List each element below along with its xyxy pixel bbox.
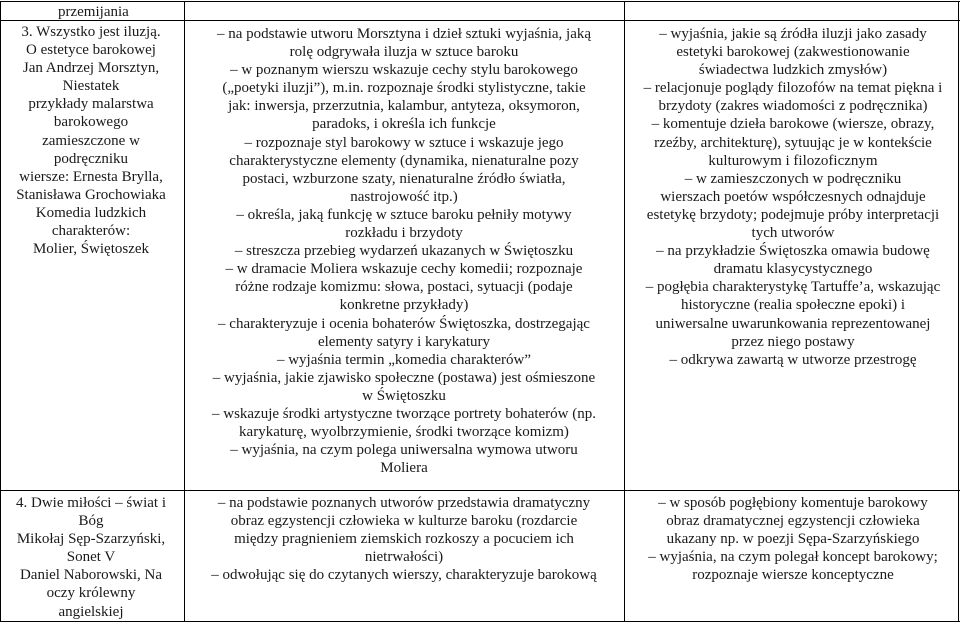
topic-line: 3. Wszystko jest iluzją. xyxy=(21,24,161,40)
extended-requirements-cell xyxy=(632,25,954,488)
basic-requirements-cell xyxy=(190,494,618,620)
topic-line: Mikołaj Sęp-Szarzyński, xyxy=(16,531,166,548)
requirement-line: w Świętoszku xyxy=(362,387,446,404)
requirement-line: estetykę brzydoty; podejmuje próby interpretacji xyxy=(646,206,940,223)
topic-line: barokowego xyxy=(53,114,129,131)
requirement-line: między pragnieniem ziemskich rozkoszy a pocuciem ich xyxy=(234,531,574,548)
table-border-left xyxy=(0,1,1,622)
row-divider xyxy=(0,490,960,491)
requirement-line: estetyki barokowej (zakwestionowanie xyxy=(676,44,910,61)
requirement-line: historyczne (realia społeczne epoki) i xyxy=(680,297,906,314)
topic-line: Niestatek xyxy=(62,78,120,95)
requirement-line: jak: inwersja, przerzutnia, kalambur, antyteza, oksymoron, xyxy=(228,98,580,115)
requirement-line: – w sposób pogłębiony komentuje barokowy xyxy=(658,495,928,511)
requirement-line: – wyjaśnia, na czym polegał koncept barokowy; xyxy=(648,549,938,566)
requirement-line: obraz egzystencji człowieka w kulturze baroku (rozdarcie xyxy=(230,513,578,530)
requirement-line: – w zamieszczonych w podręczniku xyxy=(684,170,902,187)
requirement-line: – wyjaśnia, jakie zjawisko społeczne (postawa) jest ośmieszone xyxy=(212,369,596,386)
topic-cell xyxy=(4,23,178,488)
requirement-line: rozpoznaje wiersze konceptyczne xyxy=(692,567,894,584)
topic-line: przemijania xyxy=(58,4,129,20)
topic-line: Stanisława Grochowiaka xyxy=(16,186,166,203)
requirement-line: – charakteryzuje i ocenia bohaterów Świętoszka, dostrzegając xyxy=(218,315,590,332)
topic-line: Jan Andrzej Morsztyn, xyxy=(22,60,160,77)
requirement-line: rolę odgrywała iluzja w sztuce baroku xyxy=(289,44,519,61)
column-divider xyxy=(624,1,625,622)
requirement-line: brzydoty (zakres wiadomości z podręcznika) xyxy=(658,98,928,115)
requirement-line: nastrojowość itp.) xyxy=(350,188,458,205)
requirement-line: – na podstawie utworu Morsztyna i dzieł sztuki wyjaśnia, jaką xyxy=(216,26,592,42)
requirement-line: uniwersalne uwarunkowania reprezentowanej xyxy=(655,315,931,332)
requirement-line: nietrwałości) xyxy=(364,549,444,566)
table-border-bottom xyxy=(0,621,960,622)
topic-line: Bóg xyxy=(78,513,104,530)
requirement-line: („poetyki iluzji”), m.in. rozpoznaje środki stylistyczne, takie xyxy=(222,80,586,97)
requirement-line: – rozpoznaje styl barokowy w sztuce i wskazuje jego xyxy=(244,134,564,151)
requirement-line: – na przykładzie Świętoszka omawia budowę xyxy=(656,243,930,260)
requirement-line: elementy satyry i karykatury xyxy=(317,333,491,350)
topic-line: angielskiej xyxy=(58,603,124,620)
requirement-line: przez niego postawy xyxy=(731,333,855,350)
requirement-line: – wyjaśnia, jakie są źródła iluzji jako zasady xyxy=(659,26,927,42)
requirement-line: kulturowym i filozoficznym xyxy=(708,152,878,169)
topic-line: oczy królewny xyxy=(46,585,136,602)
topic-line: O estetyce barokowej xyxy=(26,42,156,59)
topic-line: Komedia ludzkich xyxy=(35,204,147,221)
requirement-line: – określa, jaką funkcję w sztuce baroku pełniły motywy xyxy=(236,206,572,223)
topic-line: Daniel Naborowski, Na xyxy=(19,567,163,584)
topic-line: podręczniku xyxy=(53,150,129,167)
topic-cell xyxy=(4,494,178,620)
topic-cell xyxy=(4,3,178,20)
table-border-top xyxy=(0,1,960,2)
requirement-line: tych utworów xyxy=(751,225,835,242)
requirement-line: – relacjonuje poglądy filozofów na temat piękna i xyxy=(643,80,943,97)
basic-requirements-cell xyxy=(190,25,618,488)
requirement-line: charakterystyczne elementy (dynamika, nienaturalne pozy xyxy=(229,152,579,169)
requirement-line: paradoks, i określa ich funkcje xyxy=(312,116,496,133)
requirement-line: świadectwa ludzkich zmysłów) xyxy=(698,62,888,79)
requirement-line: – streszcza przebieg wydarzeń ukazanych w Świętoszku xyxy=(234,243,574,260)
requirement-line: rozkładu i brzydoty xyxy=(345,225,463,242)
requirement-line: – w poznanym wierszu wskazuje cechy stylu barokowego xyxy=(230,62,578,79)
row-divider xyxy=(0,20,960,21)
requirement-line: – wskazuje środki artystyczne tworzące portrety bohaterów (np. xyxy=(211,405,597,422)
requirement-line: – w dramacie Moliera wskazuje cechy komedii; rozpoznaje xyxy=(225,261,583,278)
topic-line: Sonet V xyxy=(66,549,116,566)
requirement-line: – wyjaśnia termin „komedia charakterów” xyxy=(276,351,532,368)
requirement-line: postaci, wzburzone szaty, nienaturalne źródło światła, xyxy=(242,170,566,187)
topic-line: charakterów: xyxy=(51,223,131,240)
table-border-right xyxy=(958,1,959,622)
requirement-line: karykaturę, wyolbrzymienie, środki tworzące komizm) xyxy=(239,424,569,441)
requirement-line: ukazany np. w poezji Sępa-Szarzyńskiego xyxy=(666,531,920,548)
requirement-line: różne rodzaje komizmu: słowa, postaci, sytuacji (podaje xyxy=(235,279,573,296)
requirement-line: – odwołując się do czytanych wierszy, charakteryzuje barokową xyxy=(211,567,597,584)
requirement-line: – wyjaśnia, na czym polega uniwersalna wymowa utworu xyxy=(230,442,578,459)
requirement-line: konkretne przykłady) xyxy=(339,297,469,314)
requirement-line: – komentuje dzieła barokowe (wiersze, obrazy, xyxy=(651,116,935,133)
requirement-line: obraz dramatycznej egzystencji człowieka xyxy=(666,513,920,530)
requirement-line: wierszach poetów współczesnych odnajduje xyxy=(660,188,926,205)
requirement-line: – pogłębia charakterystykę Tartuffe’a, wskazując xyxy=(645,279,941,296)
topic-line: zamieszczone w xyxy=(42,132,140,149)
extended-requirements-cell xyxy=(632,494,954,620)
requirement-line: Moliera xyxy=(380,460,428,477)
requirement-line: – odkrywa zawartą w utworze przestrogę xyxy=(669,351,917,368)
column-divider xyxy=(184,1,185,622)
topic-line: wiersze: Ernesta Brylla, xyxy=(19,168,163,185)
topic-line: przykłady malarstwa xyxy=(28,96,154,113)
topic-line: 4. Dwie miłości – świat i xyxy=(16,495,166,511)
requirement-line: – na podstawie poznanych utworów przedstawia dramatyczny xyxy=(217,495,591,511)
requirement-line: rzeźby, architekturę), sytuując je w kontekście xyxy=(654,134,932,151)
topic-line: Molier, Świętoszek xyxy=(32,241,150,258)
requirement-line: dramatu klasycystycznego xyxy=(713,261,873,278)
